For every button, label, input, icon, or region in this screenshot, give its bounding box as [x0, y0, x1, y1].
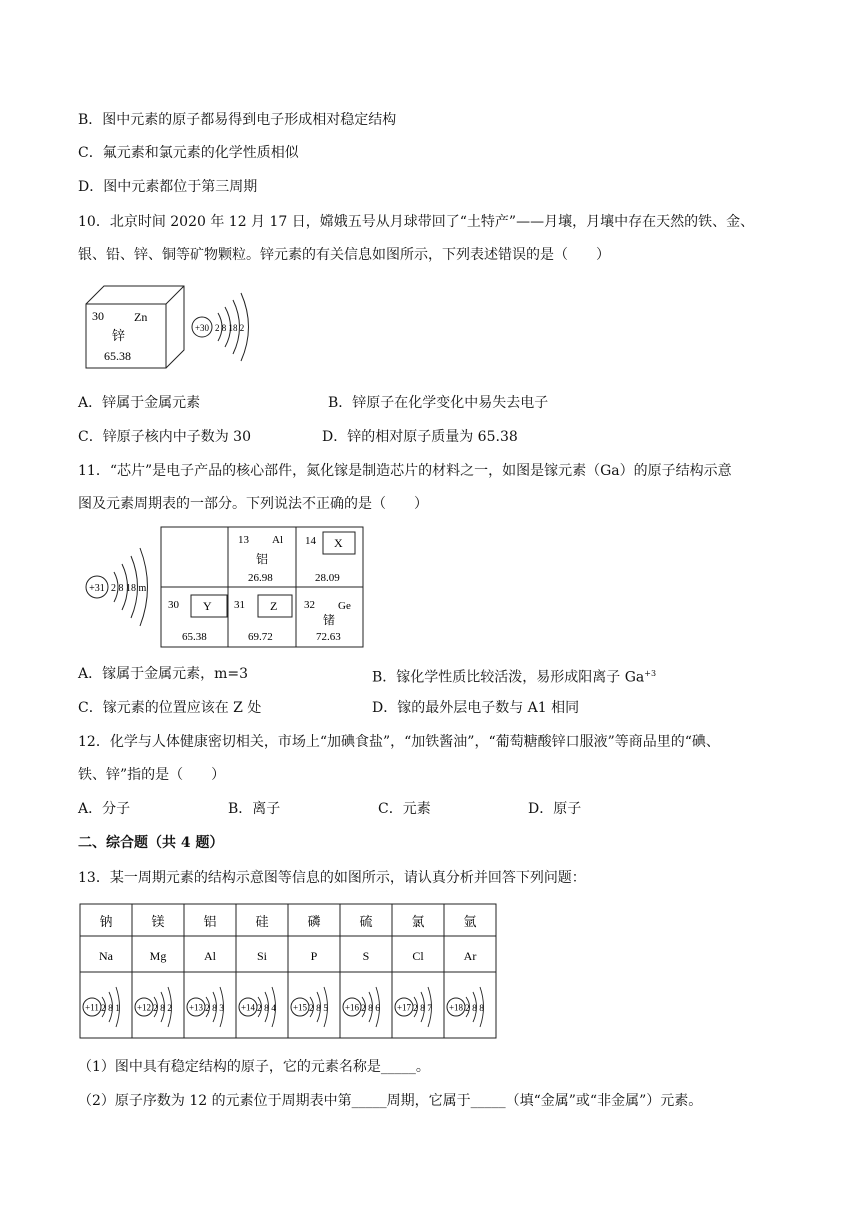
- al-number: 13: [238, 534, 249, 546]
- section-heading: 二、综合题（共 4 题）: [78, 835, 224, 851]
- q11-option-b: [372, 664, 656, 688]
- q12-option-c: C．元素: [378, 801, 431, 817]
- electron-config: 2 8 6: [361, 1004, 380, 1014]
- al-symbol: Al: [272, 534, 283, 546]
- element-symbol: Mg: [149, 949, 167, 963]
- period3-table: [78, 902, 498, 1042]
- nucleus-charge: +15: [292, 1002, 308, 1013]
- element-name: 镁: [151, 914, 165, 929]
- zinc-nucleus: +30: [194, 323, 210, 333]
- nucleus-charge: +12: [136, 1002, 152, 1013]
- electron-config: 2 8 2: [153, 1004, 172, 1014]
- y-mass: 65.38: [182, 631, 207, 643]
- ge-name: 锗: [323, 613, 336, 627]
- q12-stem-line1: 12．化学与人体健康密切相关，市场上“加碘食盐”，“加铁酱油”，“葡萄糖酸锌口服液”等商品里的“碘、: [78, 734, 720, 750]
- element-name: 氩: [463, 914, 477, 929]
- element-name: 硫: [359, 914, 373, 929]
- element-symbol: S: [362, 949, 370, 963]
- ge-mass: 72.63: [316, 631, 341, 643]
- electron-config: 2 8 5: [309, 1004, 328, 1014]
- q11-option-d: D．镓的最外层电子数与 A1 相同: [372, 700, 580, 716]
- y-number: 30: [168, 599, 179, 611]
- element-symbol: Na: [99, 949, 113, 963]
- nucleus-charge: +17: [396, 1002, 412, 1013]
- zinc-electrons: 2 8 18 2: [215, 323, 245, 333]
- y-box-label: Y: [203, 599, 212, 613]
- q10-option-d: D．锌的相对原子质量为 65.38: [322, 429, 518, 445]
- element-name: 磷: [307, 914, 321, 929]
- gallium-electrons: 2 8 18 m: [111, 583, 147, 594]
- electron-config: 2 8 7: [413, 1004, 432, 1014]
- element-symbol: Ar: [463, 949, 477, 963]
- element-symbol: Si: [256, 949, 268, 963]
- q12-option-b: B．离子: [228, 801, 281, 817]
- ge-symbol: Ge: [338, 600, 351, 612]
- periodic-table-grid: [161, 527, 363, 647]
- q11-option-c: C．镓元素的位置应该在 Z 处: [78, 700, 262, 716]
- q12-option-a: A．分子: [78, 801, 131, 817]
- q11-stem-line2: 图及元素周期表的一部分。下列说法不正确的是（ ）: [78, 496, 428, 512]
- al-name: 铝: [256, 552, 269, 566]
- element-name: 钠: [99, 914, 113, 929]
- element-symbol: Cl: [412, 949, 424, 963]
- gallium-figure: [78, 520, 378, 650]
- element-name: 硅: [255, 914, 269, 929]
- electron-config: 2 8 3: [205, 1004, 224, 1014]
- al-mass: 26.98: [248, 572, 273, 584]
- q10-stem-line2: 银、铅、锌、铜等矿物颗粒。锌元素的有关信息如图所示，下列表述错误的是（ ）: [78, 247, 610, 263]
- z-box-label: Z: [270, 599, 278, 613]
- q10-option-c: C．锌原子核内中子数为 30: [78, 429, 251, 445]
- zinc-cube: [86, 286, 184, 368]
- element-name: 氯: [411, 914, 425, 929]
- q9-option-c: C．氟元素和氯元素的化学性质相似: [78, 145, 299, 161]
- q11-option-a: A．镓属于金属元素，m=3: [78, 666, 249, 682]
- z-number: 31: [234, 599, 245, 611]
- electron-config: 2 8 4: [257, 1004, 276, 1014]
- zinc-atomic-number: 30: [92, 309, 104, 323]
- q12-stem-line2: 铁、锌”指的是（ ）: [78, 767, 226, 783]
- x-number: 14: [305, 535, 316, 547]
- element-symbol: P: [310, 949, 318, 963]
- nucleus-charge: +14: [240, 1002, 256, 1013]
- q13-sub2: （2）原子序数为 12 的元素位于周期表中第_____周期，它属于_____（填“金属”或“非金属”）元素。: [78, 1093, 703, 1109]
- q13-stem: 13．某一周期元素的结构示意图等信息的如图所示，请认真分析并回答下列问题：: [78, 870, 586, 886]
- q9-option-d: D．图中元素都位于第三周期: [78, 179, 258, 195]
- zinc-mass: 65.38: [104, 349, 131, 363]
- q13-sub1: （1）图中具有稳定结构的原子，它的元素名称是_____。: [78, 1059, 430, 1075]
- ge-number: 32: [304, 599, 315, 611]
- element-symbol: Al: [204, 949, 216, 963]
- q10-option-a: A．锌属于金属元素: [78, 395, 201, 411]
- zinc-element-figure: [78, 280, 278, 380]
- element-name: 铝: [203, 914, 217, 929]
- q10-option-b: B．锌原子在化学变化中易失去电子: [328, 395, 549, 411]
- x-mass: 28.09: [315, 572, 340, 584]
- q11-option-b-sup: +3: [644, 669, 657, 678]
- q11-stem-line1: 11．“芯片”是电子产品的核心部件，氮化镓是制造芯片的材料之一，如图是镓元素（Ga）的原子结构示意: [78, 463, 732, 479]
- zinc-name: 锌: [112, 328, 126, 343]
- q11-option-b-text: B．镓化学性质比较活泼，易形成阳离子 Ga: [372, 669, 645, 686]
- q10-stem-line1: 10．北京时间 2020 年 12 月 17 日，嫦娥五号从月球带回了“土特产”——月壤，月壤中存在天然的铁、金、: [78, 214, 755, 230]
- nucleus-charge: +13: [188, 1002, 204, 1013]
- q12-option-d: D．原子: [528, 801, 582, 817]
- gallium-nucleus: +31: [89, 583, 105, 594]
- electron-config: 2 8 1: [101, 1004, 120, 1014]
- zinc-symbol: Zn: [134, 310, 148, 324]
- x-box-label: X: [334, 536, 343, 550]
- q9-option-b: B．图中元素的原子都易得到电子形成相对稳定结构: [78, 112, 397, 128]
- nucleus-charge: +16: [344, 1002, 360, 1013]
- electron-config: 2 8 8: [465, 1004, 484, 1014]
- nucleus-charge: +11: [85, 1002, 99, 1013]
- nucleus-charge: +18: [448, 1002, 464, 1013]
- z-mass: 69.72: [248, 631, 273, 643]
